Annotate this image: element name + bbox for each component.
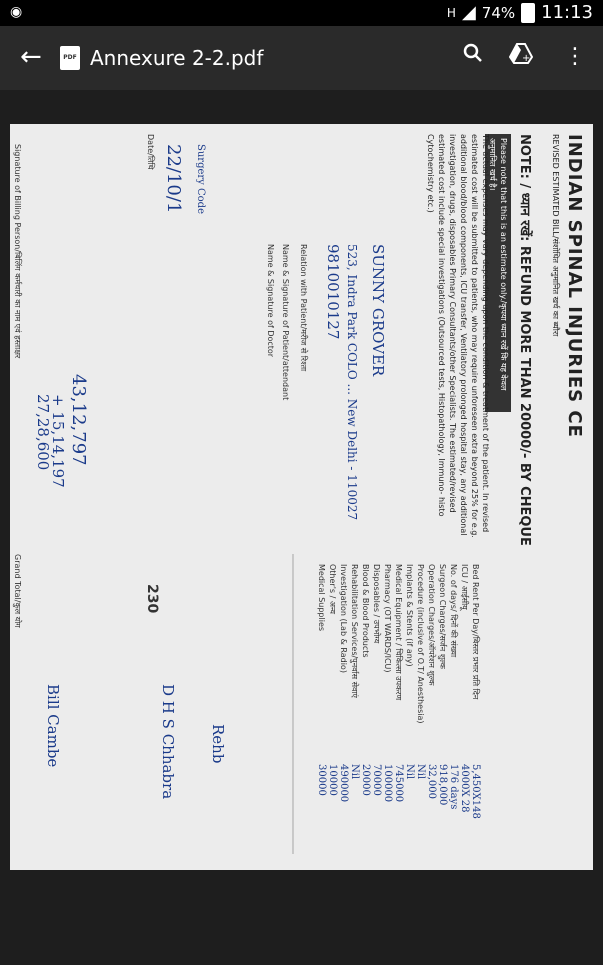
line-item [349,564,360,779]
line-item-label: Medical Equipment / चिकित्सा उपकरण [394,564,403,701]
date-label: Date/तिथि [146,134,155,170]
back-arrow-icon[interactable]: ← [20,42,42,72]
line-item [382,564,393,802]
mobile-handwritten: 9810010127 [324,244,342,340]
line-item-value: 10000 [327,764,338,796]
line-item [415,564,426,779]
signature-billing-handwritten: Bill Cambe [44,684,62,768]
final-total-handwritten: 43,12,797 [68,374,89,466]
line-item-label: Procedure (inclusive of O.T/ Anesthesia) [416,564,425,724]
line-item-label: Medical Supplies [317,564,326,632]
billing-person-label: Signature of Billing Person/बिलिंग कर्मचारी का नाम एवं हस्ताक्षर [13,144,22,359]
line-item-label: Other's / अन्य [328,564,337,614]
line-item [470,564,481,819]
line-item-value: 745000 [393,764,404,803]
line-item-label: ICU / आईसीयू [460,564,469,610]
document-title: Annexure 2-2.pdf [90,46,264,70]
line-item-value: 176 days [448,764,459,810]
clock: 11:13 [541,2,593,23]
line-item-label: Bed Rent Per Day/बिस्तर प्रभार प्रति दिन [471,564,480,700]
line-item-label: Implants & Stents (if any) [405,564,414,667]
line-item-value: Nil [404,764,415,780]
diagnosis-handwritten: D H S Chhabra [159,684,177,800]
app-bar [0,26,603,90]
line-item-value: 490000 [338,764,349,803]
line-item [327,564,338,796]
rotated-document [10,124,593,870]
note-paragraph: The actual expenses may vary depending upon the condition & treatment of the patient. In revised estimated cost will be submitted to patients, who may require unforeseen extra beyond 25% for e.g. additional blood/blood components, ICU transfer, Ventilatory prolonged hospital stay, any additional investigation, drugs, disposables Primary Consultants/other Specialists. The estimated/revised estimated cost include special investigations (Outsourced tests, Histopathology, Immuno- histo Cytochemistry etc.) [426,134,490,538]
ref-handwritten: Rehb [209,724,227,764]
note-heading: NOTE: / ध्यान रखें: REFUND MORE THAN 20000/- BY CHEQUE [517,134,532,546]
svg-text:+: + [522,53,531,64]
location-icon: ◉ [10,4,23,20]
pdf-page[interactable] [10,124,593,870]
code-handwritten: Surgery Code [195,144,206,214]
network-type: H [446,5,456,20]
line-item-value: 30000 [316,764,327,796]
line-item-label: Pharmacy (OT WARDS/ICU) [383,564,392,673]
line-item [371,564,382,796]
grand-total-label: Grand Total/कुल योग [13,554,22,628]
battery-level: 74% [481,3,516,22]
doctor-sign-label: Name & Signature of Doctor [266,244,275,358]
signal-icon: ◢ [461,2,476,23]
line-item-value: Nil [349,764,360,780]
line-item-value: 100000 [382,764,393,803]
relation-label: Relation with Patient/मरीज से रिश्ता [299,244,308,372]
status-right [447,2,593,23]
line-item [437,564,448,805]
address-handwritten: 523, Indra Park COLO ... New Delhi - 110027 [345,244,359,521]
line-item-label: Operation Charges/ऑपरेशन शुल्क [427,564,436,686]
line-item [393,564,404,802]
pdf-file-icon: PDF [60,46,80,70]
line-item-label: Blood & Blood Products [361,564,370,658]
drive-add-icon[interactable] [506,42,536,73]
more-vert-icon[interactable]: ⋮ [564,44,586,69]
line-item [338,564,349,802]
hospital-name: INDIAN SPINAL INJURIES CE [564,134,585,438]
line-item-value: 918,000 [437,764,448,806]
line-item [404,564,415,779]
line-item-label: Surgeon Charges/सर्जन शुल्क [438,564,447,669]
line-item-label: Rehabilitation Services/पुनर्वास सेवाएं [350,564,359,698]
line-item-value: 32,000 [426,764,437,799]
form-drawing [10,124,593,870]
line-item [426,564,437,799]
patient-sign-label: Name & Signature of Patient/attendant [281,244,290,401]
line-item-value: 20000 [360,764,371,796]
status-bar [0,0,603,26]
bill-title: REVISED ESTIMATED BILL/संशोधित अनुमानित खर्च का ब्यौरा [551,134,560,337]
page-number: 230 [144,584,160,614]
line-item-label: Disposables / उपभोग्य [372,564,381,644]
patient-name-handwritten: SUNNY GROVER [369,244,387,377]
line-item-value: 70000 [371,764,382,796]
line-item-label: Investigation (Lab & Radio) [339,564,348,673]
line-item-value: Nil [415,764,426,780]
line-item-label: No. of days/ दिनों की संख्या [449,564,458,658]
line-item-value: 5,450X148 [470,764,481,819]
note-subheading: Please note that this is an estimate only./कृपया ध्यान रखें कि यह केवल अनुमानित खर्च है। [485,134,511,412]
line-item [316,564,327,796]
line-item [459,564,470,812]
line-item-value: 4000X 28 [459,764,470,813]
line-item [448,564,459,809]
search-icon[interactable] [458,42,488,73]
battery-icon [521,3,535,23]
line-item [360,564,371,796]
plus-handwritten: + 15,14,197 [49,394,67,488]
date-handwritten: 22/10/1 [163,144,184,214]
grand-total-handwritten: 27,28,600 [34,394,52,471]
